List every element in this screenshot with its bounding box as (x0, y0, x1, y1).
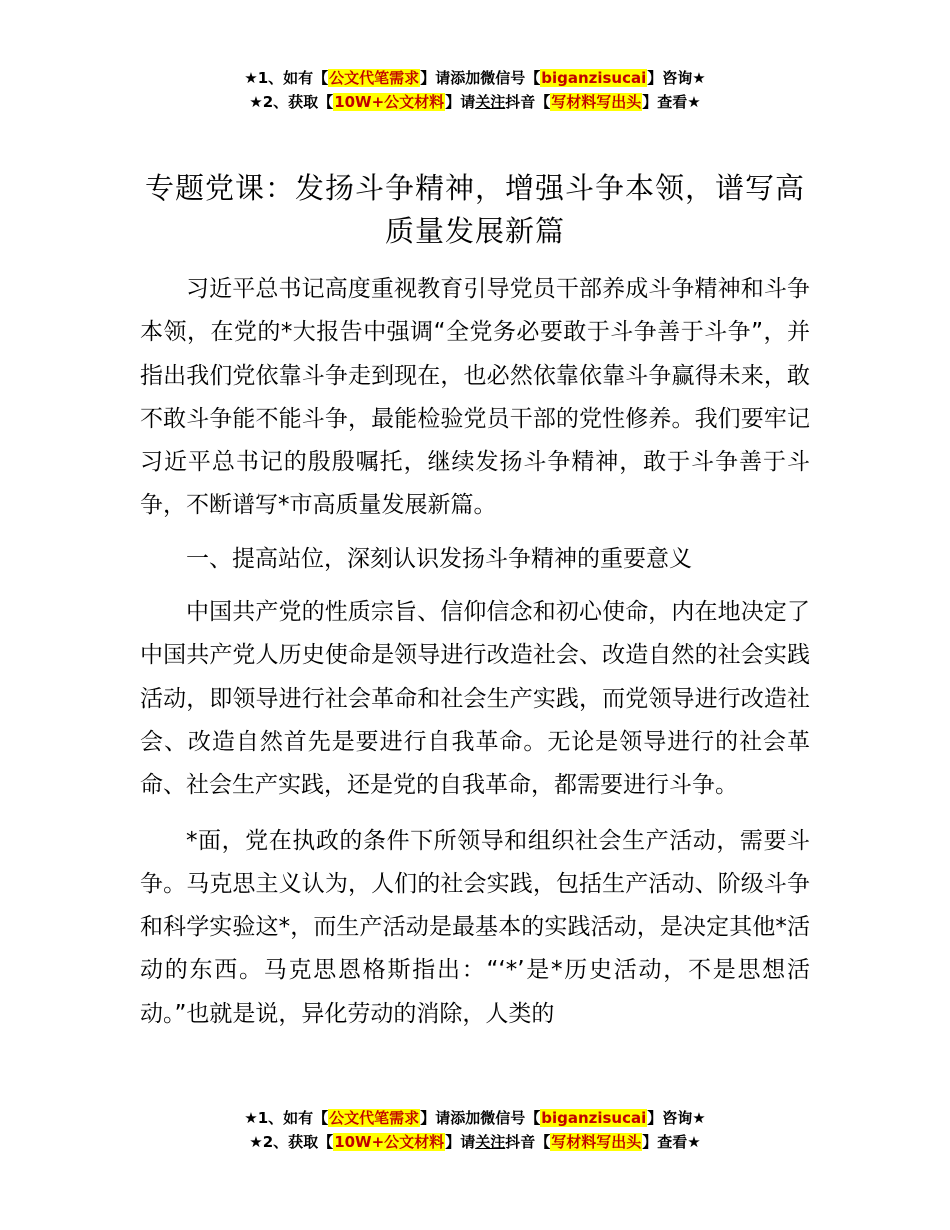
header-banner (0, 66, 950, 114)
banner-text: 】咨询★ (647, 69, 706, 87)
banner-text: 】咨询★ (647, 1109, 706, 1127)
highlight-service: 公文代笔需求 (329, 69, 420, 87)
highlight-douyin-account: 写材料写出头 (551, 1133, 642, 1151)
footer-banner (0, 1106, 950, 1154)
highlight-wechat-id: biganzisucai (541, 69, 647, 87)
banner-text: 抖音【 (505, 1133, 551, 1151)
banner-text: 】请 (445, 93, 476, 111)
highlight-douyin-account: 写材料写出头 (551, 93, 642, 111)
highlight-service: 公文代笔需求 (329, 1109, 420, 1127)
document-title: 专题党课：发扬斗争精神，增强斗争本领，谱写高质量发展新篇 (144, 171, 805, 248)
banner-text: ★2、获取【 (249, 1133, 334, 1151)
banner-line-2 (0, 1130, 950, 1154)
paragraph-intro: 习近平总书记高度重视教育引导党员干部养成斗争精神和斗争本领，在党的*大报告中强调“全党务必要敢于斗争善于斗争”，并指出我们党依靠斗争走到现在，也必然依靠依靠斗争赢得未来，敢不敢斗争能不能斗争，最能检验党员干部的党性修养。我们要牢记习近平总书记的殷殷嘱托，继续发扬斗争精神，敢于斗争善于斗争，不断谱写*市高质量发展新篇。 (140, 276, 810, 519)
paragraph-body: 中国共产党的性质宗旨、信仰信念和初心使命，内在地决定了中国共产党人历史使命是领导进行改造社会、改造自然的社会实践活动，即领导进行社会革命和社会生产实践，而党领导进行改造社会、改造自然首先是要进行自我革命。无论是领导进行的社会革命、社会生产实践，还是党的自我革命，都需要进行斗争。 (140, 599, 810, 799)
section-heading-1: 一、提高站位，深刻认识发扬斗争精神的重要意义 (186, 545, 692, 572)
underlined-follow: 关注 (475, 1133, 506, 1151)
underlined-follow: 关注 (475, 93, 506, 111)
banner-text: 抖音【 (505, 93, 551, 111)
highlight-wechat-id: biganzisucai (541, 1109, 647, 1127)
highlight-materials: 10W+公文材料 (334, 1133, 445, 1151)
banner-text: 】请添加微信号【 (420, 69, 541, 87)
banner-text: 】查看★ (642, 93, 701, 111)
banner-line-1 (0, 1106, 950, 1130)
document-body (140, 268, 810, 1036)
banner-line-1 (0, 66, 950, 90)
paragraph-body: *面，党在执政的条件下所领导和组织社会生产活动，需要斗争。马克思主义认为，人们的社会实践，包括生产活动、阶级斗争和科学实验这*，而生产活动是最基本的实践活动，是决定其他*活动的东西。马克思恩格斯指出：“‘*’是*历史活动，不是思想活动。”也就是说，异化劳动的消除，人类的 (140, 827, 810, 1027)
banner-line-2 (0, 90, 950, 114)
highlight-materials: 10W+公文材料 (334, 93, 445, 111)
banner-text: ★1、如有【 (244, 1109, 329, 1127)
banner-text: ★2、获取【 (249, 93, 334, 111)
banner-text: ★1、如有【 (244, 69, 329, 87)
banner-text: 】请添加微信号【 (420, 1109, 541, 1127)
banner-text: 】请 (445, 1133, 476, 1151)
banner-text: 】查看★ (642, 1133, 701, 1151)
